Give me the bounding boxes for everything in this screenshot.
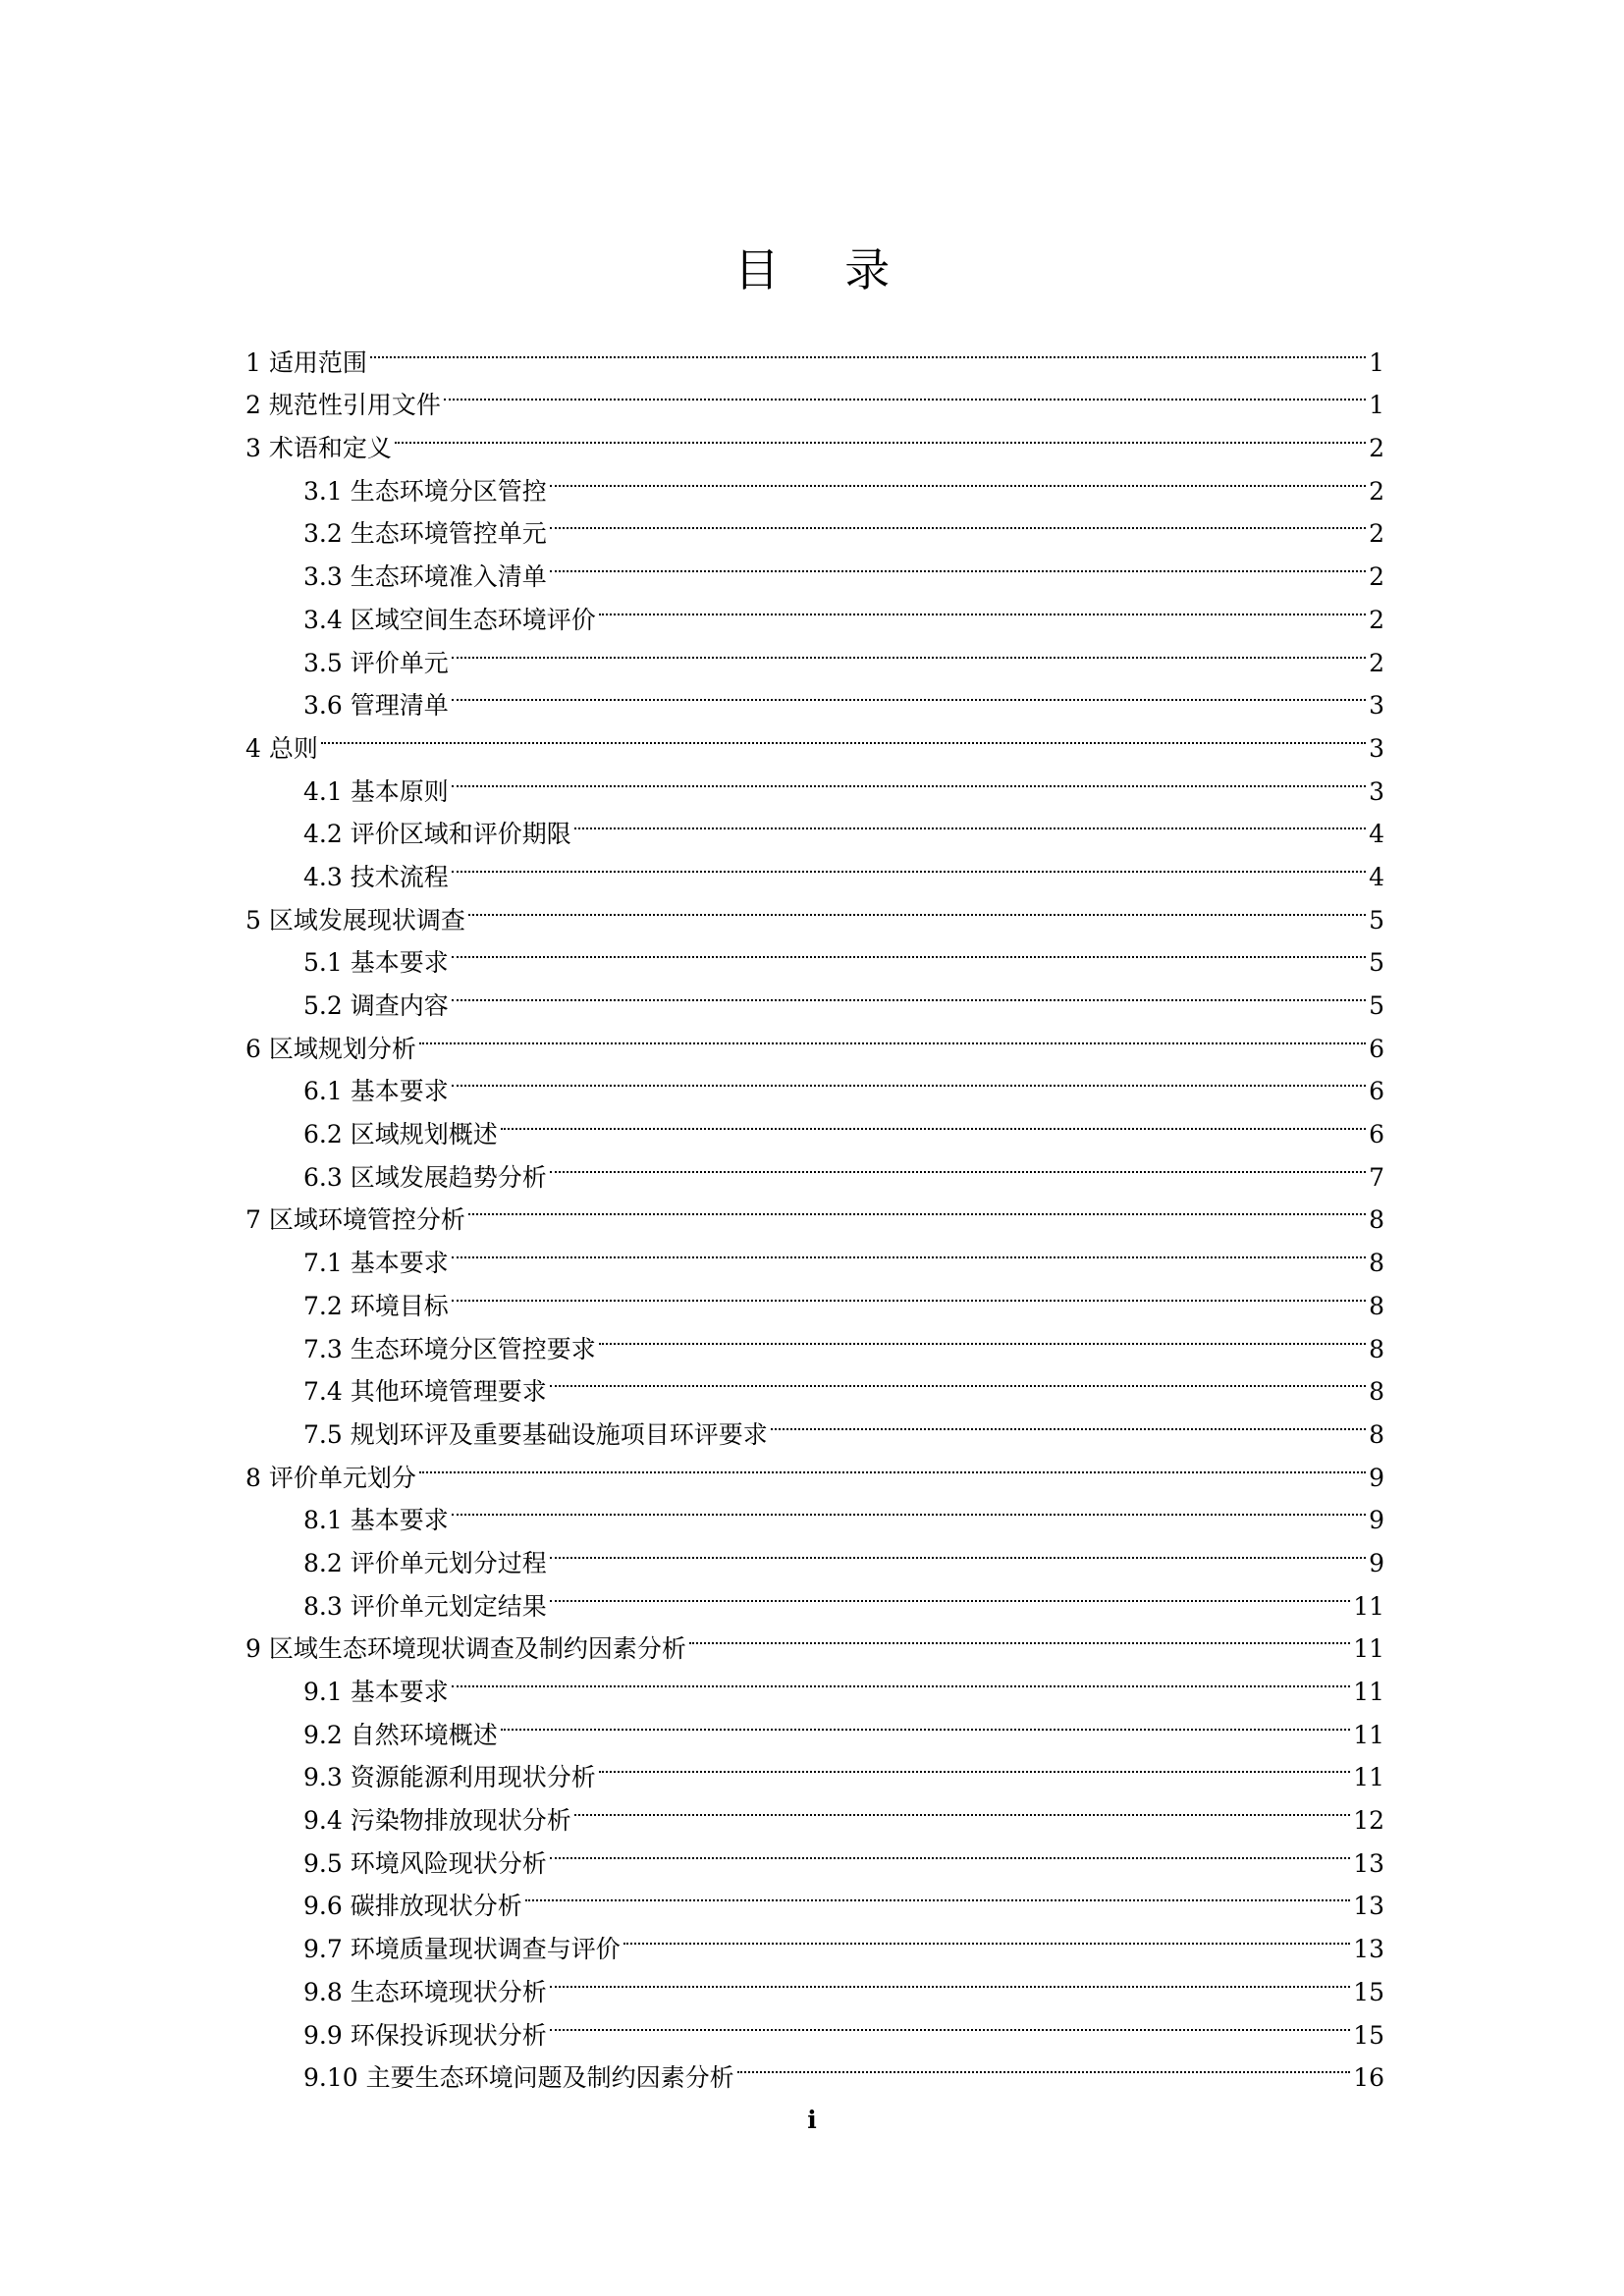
toc-entry[interactable] — [245, 1057, 1384, 1106]
toc-dot-leader — [452, 929, 1366, 972]
toc-entry-page-number: 13 — [1353, 1892, 1384, 1921]
toc-entry-page-number: 2 — [1369, 434, 1384, 463]
toc-entry[interactable] — [245, 1486, 1384, 1535]
toc-entry-page-number: 2 — [1369, 562, 1384, 592]
toc-entry-title: 3.4 区域空间生态环境评价 — [303, 605, 596, 634]
toc-entry-page-number: 2 — [1369, 605, 1384, 634]
toc-entry-page-number: 3 — [1369, 776, 1384, 806]
toc-entry-page-number: 6 — [1369, 1034, 1384, 1063]
toc-dot-leader — [452, 1057, 1366, 1100]
toc-dot-leader — [550, 1957, 1350, 2001]
toc-dot-leader — [737, 2044, 1351, 2087]
toc-dot-leader — [395, 413, 1366, 456]
toc-dot-leader — [771, 1400, 1366, 1443]
toc-dot-leader — [525, 1872, 1350, 1915]
toc-dot-leader — [452, 842, 1366, 885]
toc-entry-title: 9.5 环境风险现状分析 — [303, 1848, 547, 1878]
toc-dot-leader — [452, 971, 1366, 1014]
toc-dot-leader — [550, 542, 1366, 585]
toc-entry-page-number: 9 — [1369, 1548, 1384, 1577]
toc-dot-leader — [550, 456, 1366, 500]
toc-dot-leader — [550, 1528, 1366, 1572]
toc-entry-page-number: 8 — [1369, 1334, 1384, 1363]
toc-dot-leader — [550, 1358, 1366, 1401]
toc-entry-page-number: 12 — [1353, 1806, 1384, 1836]
toc-dot-leader — [321, 714, 1366, 757]
toc-dot-leader — [623, 1914, 1350, 1957]
toc-dot-leader — [689, 1615, 1350, 1658]
toc-entry-page-number: 8 — [1369, 1419, 1384, 1449]
toc-entry-page-number: 15 — [1353, 2020, 1384, 2050]
toc-entry-title: 8.3 评价单元划定结果 — [303, 1591, 547, 1621]
toc-entry-title: 3.1 生态环境分区管控 — [303, 476, 547, 506]
toc-entry-page-number: 11 — [1353, 1591, 1384, 1621]
toc-entry-page-number: 11 — [1353, 1720, 1384, 1749]
toc-dot-leader — [550, 1572, 1350, 1615]
toc-entry-page-number: 9 — [1369, 1506, 1384, 1535]
toc-entry[interactable] — [245, 714, 1384, 763]
toc-dot-leader — [599, 585, 1366, 628]
toc-dot-leader — [468, 885, 1366, 929]
toc-entry-title: 4.1 基本原则 — [303, 776, 449, 806]
table-of-contents — [245, 328, 1384, 2093]
toc-entry-title: 9.6 碳排放现状分析 — [303, 1892, 522, 1921]
toc-dot-leader — [452, 1228, 1366, 1271]
toc-entry-title: 2 规范性引用文件 — [245, 391, 441, 420]
toc-dot-leader — [452, 671, 1366, 715]
toc-entry-title: 1 适用范围 — [245, 347, 367, 377]
toc-entry-page-number: 1 — [1369, 347, 1384, 377]
toc-entry-page-number: 5 — [1369, 905, 1384, 934]
toc-entry-title: 9.8 生态环境现状分析 — [303, 1977, 547, 2006]
toc-entry-page-number: 11 — [1353, 1634, 1384, 1664]
toc-entry[interactable] — [245, 371, 1384, 420]
toc-entry-page-number: 16 — [1353, 2063, 1384, 2093]
toc-entry-page-number: 2 — [1369, 519, 1384, 549]
toc-entry[interactable] — [245, 413, 1384, 463]
toc-entry-title: 9.2 自然环境概述 — [303, 1720, 498, 1749]
toc-dot-leader — [599, 1743, 1350, 1787]
toc-entry-title: 4.3 技术流程 — [303, 862, 449, 891]
toc-entry-title: 9.10 主要生态环境问题及制约因素分析 — [303, 2063, 734, 2093]
toc-entry-page-number: 5 — [1369, 991, 1384, 1020]
toc-entry[interactable] — [245, 456, 1384, 506]
toc-entry-title: 5.1 基本要求 — [303, 948, 449, 978]
toc-dot-leader — [452, 1486, 1366, 1529]
toc-entry-page-number: 6 — [1369, 1077, 1384, 1106]
toc-dot-leader — [550, 2001, 1350, 2044]
toc-entry-title: 3.3 生态环境准入清单 — [303, 562, 547, 592]
toc-entry-title: 7 区域环境管控分析 — [245, 1205, 465, 1235]
toc-entry-page-number: 8 — [1369, 1205, 1384, 1235]
toc-entry-page-number: 8 — [1369, 1249, 1384, 1278]
page-number: i — [807, 2106, 817, 2134]
toc-entry-title: 4 总则 — [245, 733, 318, 763]
toc-entry-title: 9 区域生态环境现状调查及制约因素分析 — [245, 1634, 686, 1664]
toc-entry-title: 5 区域发展现状调查 — [245, 905, 465, 934]
toc-dot-leader — [419, 1014, 1366, 1057]
toc-dot-leader — [550, 1143, 1366, 1186]
toc-entry-title: 7.4 其他环境管理要求 — [303, 1377, 547, 1407]
toc-entry-page-number: 9 — [1369, 1463, 1384, 1492]
toc-entry-title: 6.3 区域发展趋势分析 — [303, 1162, 547, 1192]
toc-dot-leader — [599, 1314, 1366, 1358]
toc-entry-title: 7.5 规划环评及重要基础设施项目环评要求 — [303, 1419, 768, 1449]
toc-entry-title: 4.2 评价区域和评价期限 — [303, 820, 571, 849]
toc-dot-leader — [501, 1099, 1366, 1143]
toc-entry-page-number: 13 — [1353, 1935, 1384, 1964]
toc-dot-leader — [419, 1443, 1366, 1486]
toc-title: 目 录 — [733, 243, 916, 296]
toc-entry-page-number: 3 — [1369, 691, 1384, 721]
toc-entry-title: 9.7 环境质量现状调查与评价 — [303, 1935, 621, 1964]
toc-dot-leader — [501, 1700, 1350, 1743]
toc-entry-page-number: 5 — [1369, 948, 1384, 978]
toc-entry-page-number: 8 — [1369, 1377, 1384, 1407]
toc-entry-page-number: 3 — [1369, 733, 1384, 763]
toc-dot-leader — [444, 371, 1366, 414]
toc-dot-leader — [574, 800, 1366, 843]
toc-entry-title: 8 评价单元划分 — [245, 1463, 416, 1492]
toc-entry-title: 7.3 生态环境分区管控要求 — [303, 1334, 596, 1363]
toc-dot-leader — [452, 757, 1366, 800]
toc-entry-title: 6.2 区域规划概述 — [303, 1120, 498, 1149]
toc-entry-page-number: 11 — [1353, 1678, 1384, 1706]
toc-entry-page-number: 2 — [1369, 476, 1384, 506]
toc-entry-page-number: 6 — [1369, 1120, 1384, 1149]
toc-entry-title: 3.2 生态环境管控单元 — [303, 519, 547, 549]
toc-entry-page-number: 13 — [1353, 1848, 1384, 1878]
toc-dot-leader — [452, 1657, 1350, 1700]
toc-entry-title: 6.1 基本要求 — [303, 1077, 449, 1106]
toc-entry-page-number: 4 — [1369, 862, 1384, 891]
toc-entry[interactable] — [245, 328, 1384, 377]
toc-entry-title: 9.4 污染物排放现状分析 — [303, 1806, 571, 1836]
toc-entry-title: 9.1 基本要求 — [303, 1678, 449, 1706]
toc-dot-leader — [550, 1829, 1350, 1872]
toc-entry-page-number: 7 — [1369, 1162, 1384, 1192]
toc-entry-title: 7.1 基本要求 — [303, 1249, 449, 1278]
toc-dot-leader — [452, 628, 1366, 671]
toc-entry-title: 9.9 环保投诉现状分析 — [303, 2020, 547, 2050]
toc-entry[interactable] — [245, 757, 1384, 806]
toc-entry-page-number: 11 — [1353, 1763, 1384, 1792]
toc-entry-title: 3 术语和定义 — [245, 434, 392, 463]
toc-entry-title: 6 区域规划分析 — [245, 1034, 416, 1063]
toc-dot-leader — [550, 500, 1366, 543]
toc-dot-leader — [574, 1786, 1350, 1829]
toc-entry-page-number: 8 — [1369, 1291, 1384, 1320]
toc-entry-title: 9.3 资源能源利用现状分析 — [303, 1763, 596, 1792]
toc-dot-leader — [452, 1271, 1366, 1314]
toc-entry-title: 8.1 基本要求 — [303, 1506, 449, 1535]
toc-entry-page-number: 4 — [1369, 820, 1384, 849]
toc-entry-title: 5.2 调查内容 — [303, 991, 449, 1020]
toc-entry-page-number: 15 — [1353, 1977, 1384, 2006]
toc-entry-title: 7.2 环境目标 — [303, 1291, 449, 1320]
toc-entry-title: 3.5 评价单元 — [303, 648, 449, 677]
toc-entry-page-number: 2 — [1369, 648, 1384, 677]
toc-dot-leader — [468, 1186, 1366, 1229]
toc-entry-page-number: 1 — [1369, 391, 1384, 420]
toc-dot-leader — [370, 328, 1366, 371]
toc-entry-title: 8.2 评价单元划分过程 — [303, 1548, 547, 1577]
toc-entry-title: 3.6 管理清单 — [303, 691, 449, 721]
